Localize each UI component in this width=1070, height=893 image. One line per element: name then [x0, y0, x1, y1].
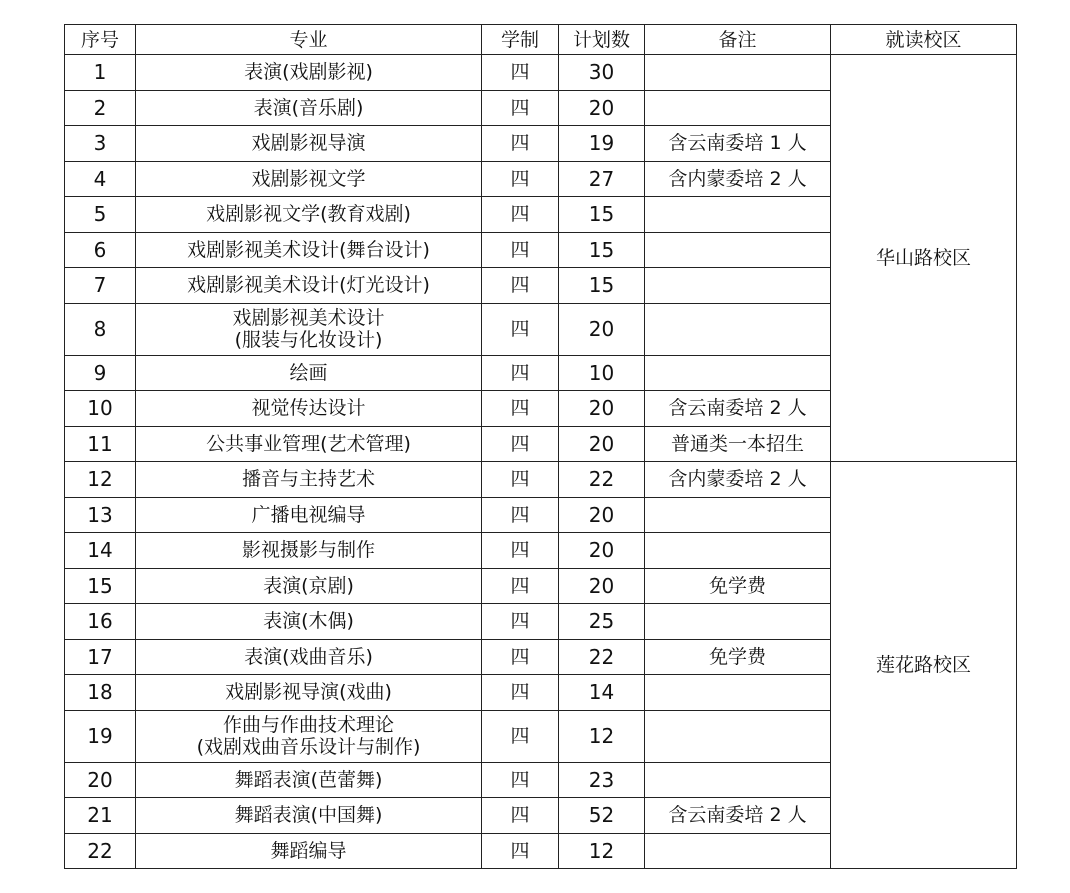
- cell-note: 含云南委培 1 人: [645, 126, 831, 162]
- cell-major: 视觉传达设计: [136, 391, 482, 427]
- cell-plan: 20: [559, 533, 645, 569]
- cell-note: 含内蒙委培 2 人: [645, 161, 831, 197]
- cell-seq: 20: [65, 762, 136, 798]
- cell-major: 播音与主持艺术: [136, 462, 482, 498]
- cell-years: 四: [482, 533, 559, 569]
- cell-major: [136, 710, 482, 762]
- cell-note: [645, 497, 831, 533]
- cell-seq: 3: [65, 126, 136, 162]
- cell-plan: 15: [559, 197, 645, 233]
- cell-note: [645, 833, 831, 869]
- table-body: [65, 55, 1017, 869]
- cell-seq: 2: [65, 90, 136, 126]
- cell-major: 表演(木偶): [136, 604, 482, 640]
- cell-major: 戏剧影视美术设计(舞台设计): [136, 232, 482, 268]
- cell-note: 免学费: [645, 568, 831, 604]
- cell-plan: 14: [559, 675, 645, 711]
- cell-seq: 18: [65, 675, 136, 711]
- cell-seq: 5: [65, 197, 136, 233]
- cell-seq: 10: [65, 391, 136, 427]
- cell-note: 普通类一本招生: [645, 426, 831, 462]
- cell-plan: 19: [559, 126, 645, 162]
- cell-years: 四: [482, 268, 559, 304]
- cell-years: 四: [482, 355, 559, 391]
- cell-note: [645, 55, 831, 91]
- cell-years: 四: [482, 161, 559, 197]
- cell-major: 表演(音乐剧): [136, 90, 482, 126]
- cell-plan: 20: [559, 90, 645, 126]
- cell-note: [645, 533, 831, 569]
- cell-major: 影视摄影与制作: [136, 533, 482, 569]
- cell-seq: 17: [65, 639, 136, 675]
- cell-years: 四: [482, 762, 559, 798]
- cell-seq: 7: [65, 268, 136, 304]
- cell-plan: 22: [559, 639, 645, 675]
- cell-major-line-1: 作曲与作曲技术理论: [222, 714, 394, 736]
- cell-years: 四: [482, 391, 559, 427]
- table-header-row: [65, 25, 1017, 55]
- cell-seq: 21: [65, 798, 136, 834]
- document-page: [64, 24, 1017, 869]
- cell-plan: 22: [559, 462, 645, 498]
- cell-major: 戏剧影视文学: [136, 161, 482, 197]
- cell-years: 四: [482, 232, 559, 268]
- cell-major: 戏剧影视导演: [136, 126, 482, 162]
- cell-note: [645, 90, 831, 126]
- header-major: 专业: [136, 25, 482, 55]
- cell-plan: 20: [559, 497, 645, 533]
- cell-plan: 25: [559, 604, 645, 640]
- cell-note: 免学费: [645, 639, 831, 675]
- cell-note: 含内蒙委培 2 人: [645, 462, 831, 498]
- cell-years: 四: [482, 497, 559, 533]
- cell-plan: 12: [559, 833, 645, 869]
- cell-major-line-1: 戏剧影视美术设计: [232, 307, 385, 329]
- cell-note: [645, 710, 831, 762]
- cell-major: 广播电视编导: [136, 497, 482, 533]
- cell-years: 四: [482, 126, 559, 162]
- header-years: 学制: [482, 25, 559, 55]
- cell-plan: 20: [559, 426, 645, 462]
- cell-major: 戏剧影视导演(戏曲): [136, 675, 482, 711]
- cell-seq: 15: [65, 568, 136, 604]
- cell-campus-lianhua: 莲花路校区: [831, 462, 1017, 869]
- cell-major: [136, 303, 482, 355]
- cell-note: 含云南委培 2 人: [645, 798, 831, 834]
- cell-seq: 12: [65, 462, 136, 498]
- cell-years: 四: [482, 604, 559, 640]
- cell-note: 含云南委培 2 人: [645, 391, 831, 427]
- cell-major-line-2: (戏剧戏曲音乐设计与制作): [196, 736, 421, 758]
- cell-years: 四: [482, 833, 559, 869]
- cell-plan: 27: [559, 161, 645, 197]
- cell-campus-huashan: 华山路校区: [831, 55, 1017, 462]
- cell-plan: 12: [559, 710, 645, 762]
- cell-note: [645, 762, 831, 798]
- cell-major: 表演(戏曲音乐): [136, 639, 482, 675]
- cell-major: 舞蹈编导: [136, 833, 482, 869]
- cell-note: [645, 232, 831, 268]
- cell-plan: 10: [559, 355, 645, 391]
- cell-note: [645, 303, 831, 355]
- cell-years: 四: [482, 55, 559, 91]
- cell-plan: 30: [559, 55, 645, 91]
- cell-note: [645, 604, 831, 640]
- cell-years: 四: [482, 197, 559, 233]
- cell-plan: 20: [559, 391, 645, 427]
- cell-plan: 52: [559, 798, 645, 834]
- cell-years: 四: [482, 90, 559, 126]
- table-row: [65, 462, 1017, 498]
- cell-note: [645, 675, 831, 711]
- cell-seq: 9: [65, 355, 136, 391]
- cell-major: 舞蹈表演(中国舞): [136, 798, 482, 834]
- cell-seq: 11: [65, 426, 136, 462]
- cell-major: 舞蹈表演(芭蕾舞): [136, 762, 482, 798]
- header-note: 备注: [645, 25, 831, 55]
- header-campus: 就读校区: [831, 25, 1017, 55]
- cell-years: 四: [482, 462, 559, 498]
- cell-major: 戏剧影视美术设计(灯光设计): [136, 268, 482, 304]
- cell-major-line-2: (服装与化妆设计): [234, 329, 383, 351]
- cell-years: 四: [482, 426, 559, 462]
- cell-years: 四: [482, 710, 559, 762]
- cell-seq: 6: [65, 232, 136, 268]
- cell-plan: 20: [559, 568, 645, 604]
- cell-plan: 15: [559, 268, 645, 304]
- cell-major: 戏剧影视文学(教育戏剧): [136, 197, 482, 233]
- cell-note: [645, 268, 831, 304]
- enrollment-plan-table: [64, 24, 1017, 869]
- cell-note: [645, 355, 831, 391]
- cell-years: 四: [482, 798, 559, 834]
- cell-years: 四: [482, 303, 559, 355]
- cell-seq: 1: [65, 55, 136, 91]
- cell-seq: 13: [65, 497, 136, 533]
- cell-seq: 8: [65, 303, 136, 355]
- cell-plan: 15: [559, 232, 645, 268]
- cell-years: 四: [482, 639, 559, 675]
- cell-major: 表演(戏剧影视): [136, 55, 482, 91]
- cell-years: 四: [482, 675, 559, 711]
- table-row: [65, 55, 1017, 91]
- header-seq: 序号: [65, 25, 136, 55]
- cell-plan: 20: [559, 303, 645, 355]
- cell-major: 表演(京剧): [136, 568, 482, 604]
- cell-plan: 23: [559, 762, 645, 798]
- cell-seq: 19: [65, 710, 136, 762]
- cell-seq: 22: [65, 833, 136, 869]
- cell-major: 公共事业管理(艺术管理): [136, 426, 482, 462]
- header-plan: 计划数: [559, 25, 645, 55]
- cell-seq: 14: [65, 533, 136, 569]
- cell-seq: 4: [65, 161, 136, 197]
- cell-major: 绘画: [136, 355, 482, 391]
- cell-seq: 16: [65, 604, 136, 640]
- cell-note: [645, 197, 831, 233]
- cell-years: 四: [482, 568, 559, 604]
